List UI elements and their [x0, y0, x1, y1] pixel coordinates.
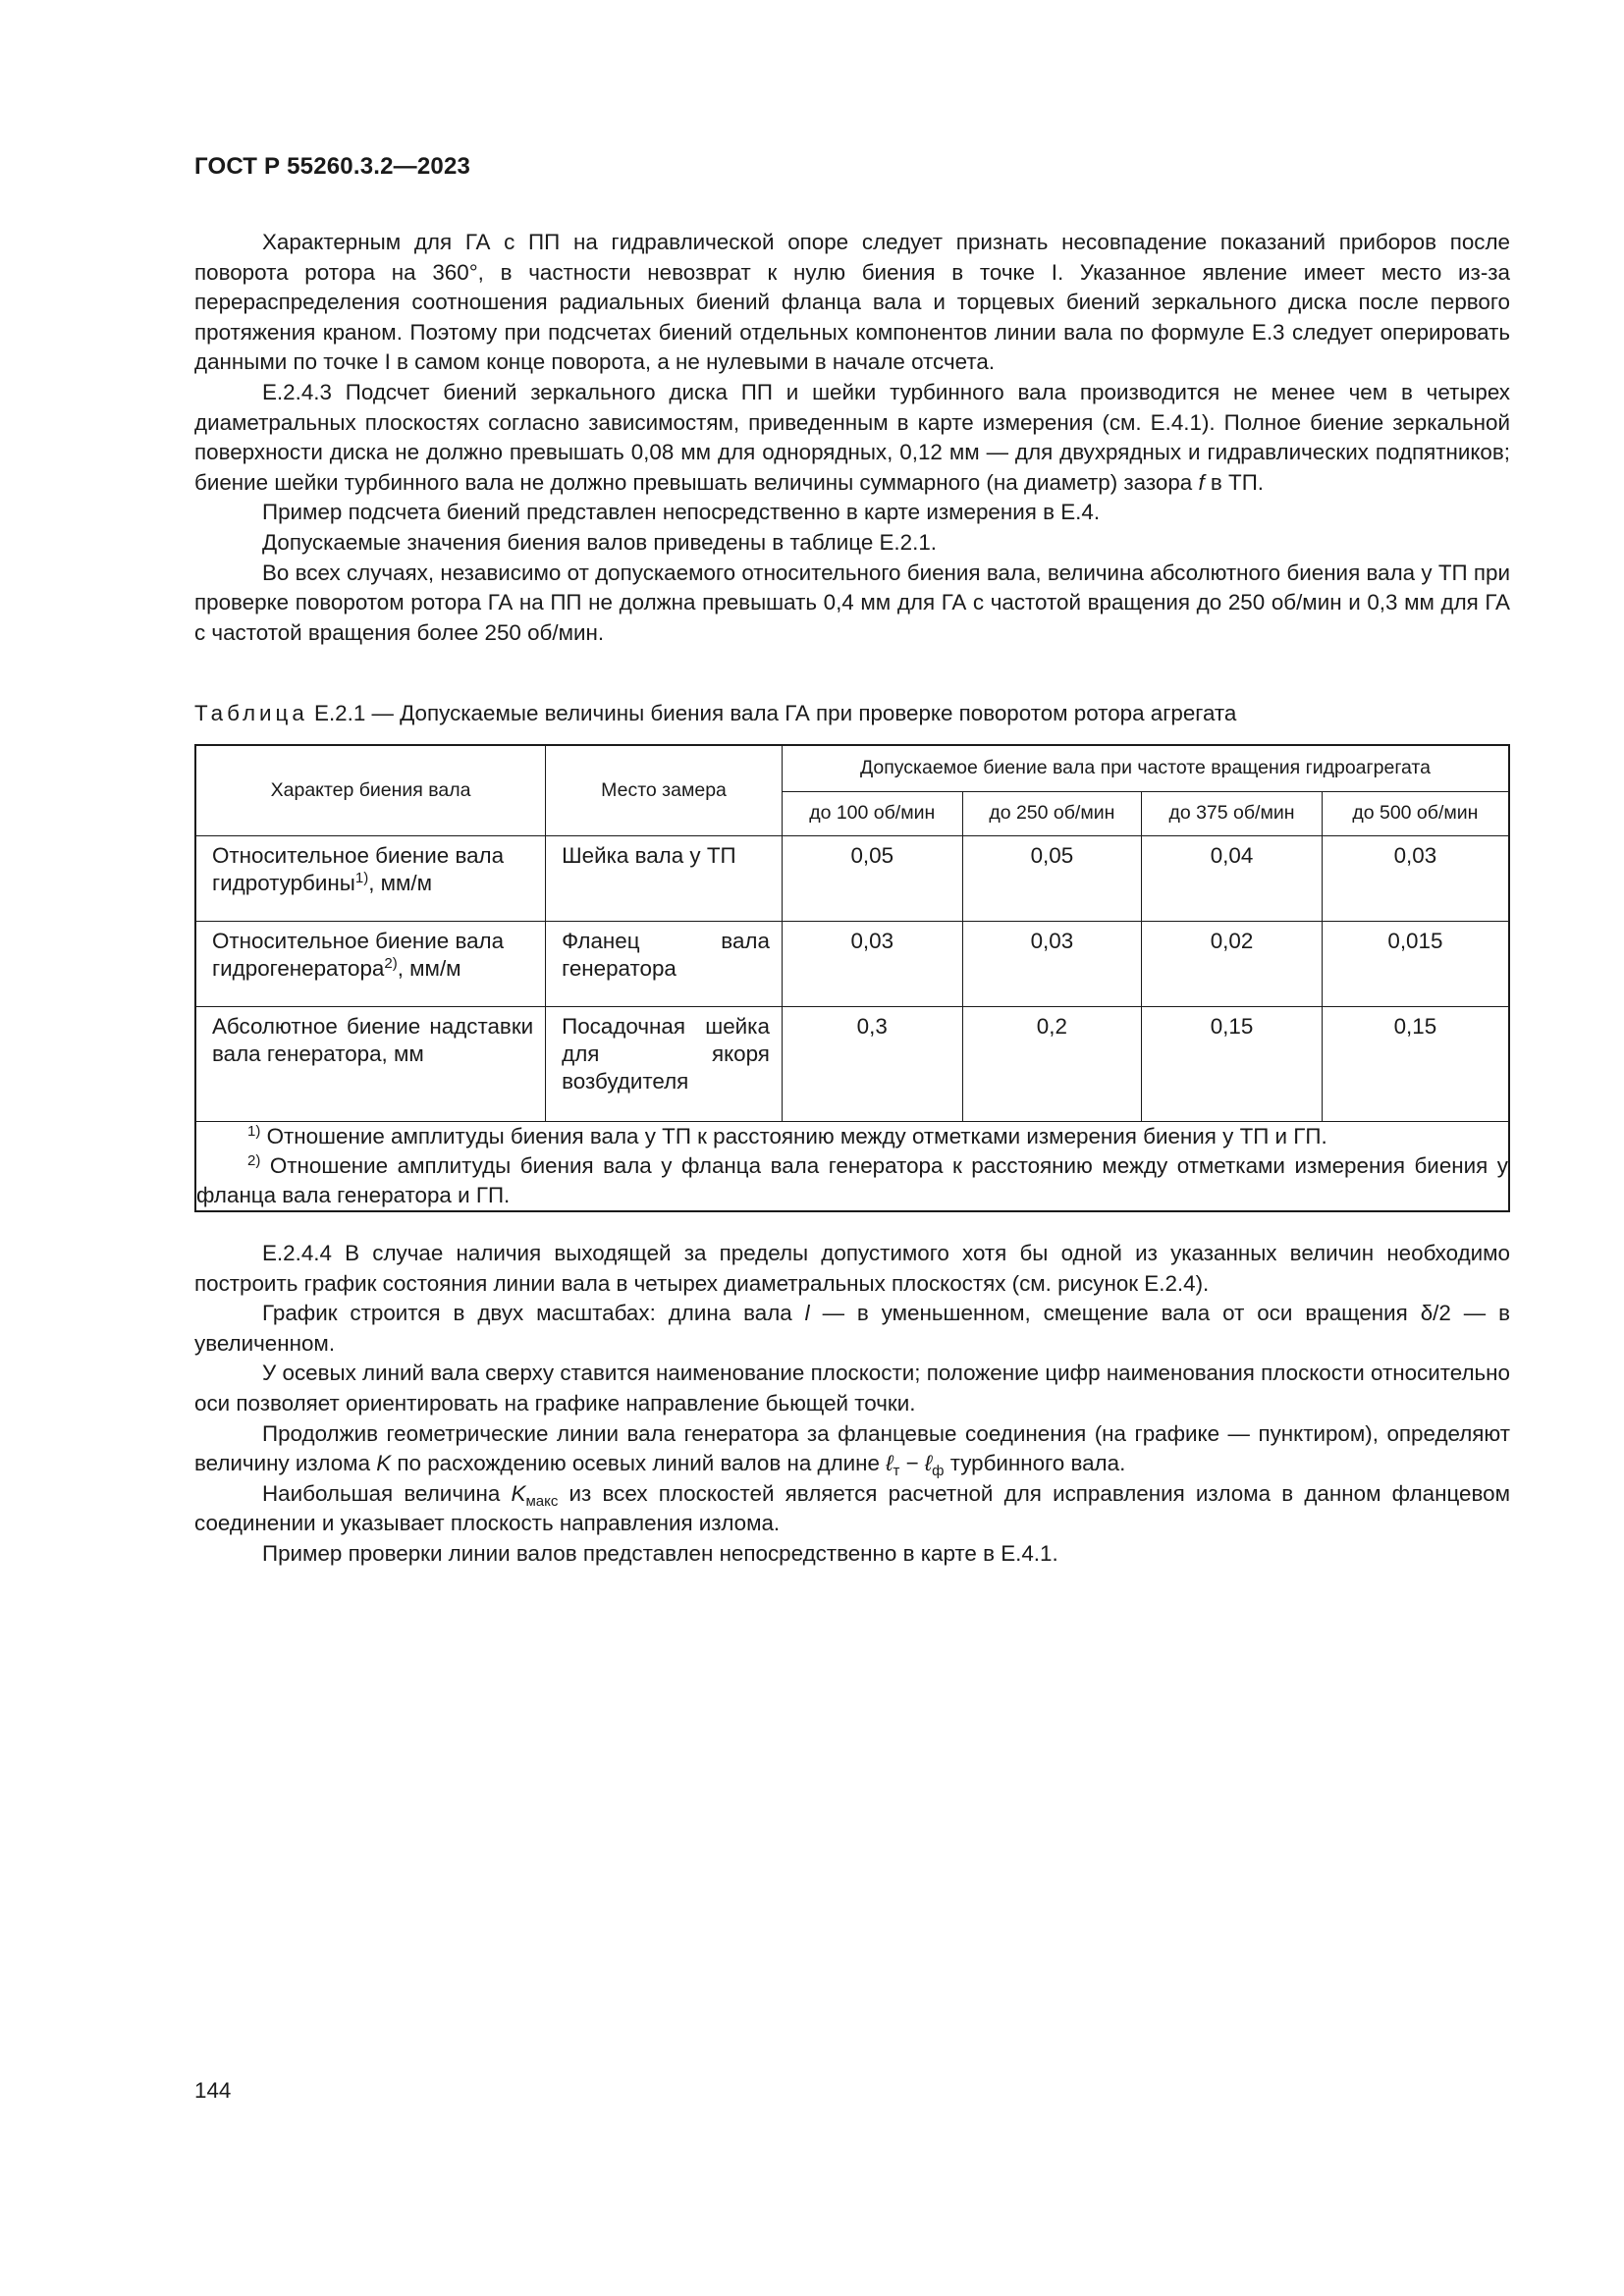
footnote-1: [196, 1122, 1508, 1151]
text-span: , мм/м: [368, 870, 433, 895]
text-span: Отношение амплитуды биения вала у ТП к расстоянию между отметками измерения биения у ТП и ГП.: [260, 1123, 1327, 1148]
paragraph-break: [194, 1419, 1510, 1479]
variable-l: l: [804, 1301, 810, 1326]
cell-value: 0,03: [1322, 835, 1509, 921]
table-row: [195, 835, 1509, 921]
cell-character: [195, 835, 546, 921]
footnote-mark: 1): [247, 1122, 261, 1140]
text-span: Наибольшая величина: [262, 1480, 512, 1506]
text-span: Относительное биение вала гидротурбины: [212, 842, 505, 895]
after-table-text: [194, 1239, 1510, 1570]
text-span: Е.2.4.3 Подсчет биений зеркального диска ПП и шейки турбинного вала производится не менее чем в четырех диаметральных плоскостях согласно зависимостям, приведенным в карте измерения (см. Е.4.1). Полное биение зеркальной поверхности диска не должно превышать 0,08 мм для однорядных, 0,12 мм — для двухрядных и гидравлических подпятников; биение шейки турбинного вала не должно превышать величины суммарного (на диаметр) зазора: [194, 379, 1510, 495]
paragraph-e243: [194, 378, 1510, 498]
variable-l-f: ℓ: [924, 1451, 933, 1476]
variable-k: K: [511, 1480, 526, 1506]
paragraph-kmax: [194, 1479, 1510, 1539]
cell-value: 0,04: [1142, 835, 1323, 921]
caption-text: Е.2.1 — Допускаемые величины биения вала ГА при проверке поворотом ротора агрегата: [307, 701, 1237, 725]
runout-table: [194, 744, 1510, 1212]
paragraph-table-ref: Допускаемые значения биения валов приведены в таблице Е.2.1.: [262, 529, 937, 555]
cell-value: 0,05: [962, 835, 1142, 921]
text-span: −: [899, 1451, 925, 1476]
footnote-mark: 2): [384, 954, 398, 972]
paragraph-intro: Характерным для ГА с ПП на гидравлической опоре следует признать несовпадение показаний приборов после поворота ротора на 360°, в частности невозврат к нулю биения в точке I. Указанное явление имеет место из-за перераспределения соотношения радиальных биений фланца вала и торцевых биений зеркального диска после первого протяжения краном. Поэтому при подсчетах биений отдельных компонентов линии вала по формуле Е.3 следует оперировать данными по точке I в самом конце поворота, а не нулевыми в начале отсчета.: [194, 230, 1510, 375]
cell-place: Шейка вала у ТП: [546, 835, 783, 921]
text-span: из всех плоскостей является расчетной для исправления излома в данном фланцевом соединении и указывает плоскость направления излома.: [194, 1480, 1510, 1536]
text-span: в ТП.: [1204, 469, 1265, 495]
text-span: — в уменьшенном, смещение вала от оси вращения δ/2 — в увеличенном.: [194, 1301, 1510, 1356]
table-row: [195, 921, 1509, 1006]
subscript: ф: [932, 1463, 945, 1480]
subscript: макс: [525, 1492, 559, 1510]
text-span: Отношение амплитуды биения вала у фланца вала генератора к расстоянию между отметками измерения биения у фланца вала генератора и ГП.: [196, 1152, 1508, 1207]
header-speed-250: до 250 об/мин: [962, 791, 1142, 835]
header-place: Место замера: [546, 745, 783, 835]
cell-character: [195, 921, 546, 1006]
cell-value: 0,15: [1142, 1006, 1323, 1121]
cell-place: Фланец вала генератора: [546, 921, 783, 1006]
cell-value: 0,15: [1322, 1006, 1509, 1121]
paragraph-absolute-runout: Во всех случаях, независимо от допускаемого относительного биения вала, величина абсолютного биения вала у ТП при проверке поворотом ротора ГА на ПП не должна превышать 0,4 мм для ГА с частотой вращения до 250 об/мин и 0,3 мм для ГА с частотой вращения более 250 об/мин.: [194, 560, 1510, 645]
intro-text: [194, 228, 1510, 648]
caption-label: Таблица: [194, 701, 308, 725]
table-notes: [195, 1121, 1509, 1211]
cell-value: 0,03: [962, 921, 1142, 1006]
cell-place: Посадочная шейка для якоря возбудителя: [546, 1006, 783, 1121]
table-notes-row: [195, 1121, 1509, 1211]
cell-value: 0,3: [782, 1006, 962, 1121]
paragraph-scales: [194, 1299, 1510, 1359]
text-span: Относительное биение вала гидрогенератора: [212, 928, 505, 981]
text-span: График строится в двух масштабах: длина вала: [262, 1301, 805, 1326]
variable-l-t: ℓ: [886, 1451, 893, 1476]
text-span: Продолжив геометрические линии вала генератора за фланцевые соединения (на графике — пунктиром), определяют величину излома: [194, 1420, 1510, 1476]
document-header: ГОСТ Р 55260.3.2—2023: [194, 153, 471, 180]
footnote-mark: 1): [354, 869, 369, 886]
table-row: [195, 1006, 1509, 1121]
cell-value: 0,02: [1142, 921, 1323, 1006]
header-speed-375: до 375 об/мин: [1142, 791, 1323, 835]
header-speed-500: до 500 об/мин: [1322, 791, 1509, 835]
cell-value: 0,03: [782, 921, 962, 1006]
paragraph-axes: У осевых линий вала сверху ставится наименование плоскости; положение цифр наименования плоскости относительно оси позволяет ориентировать на графике направление бьющей точки.: [194, 1361, 1510, 1415]
variable-f: f: [1198, 469, 1205, 495]
variable-k: K: [376, 1451, 392, 1476]
cell-value: 0,05: [782, 835, 962, 921]
paragraph-example: Пример подсчета биений представлен непосредственно в карте измерения в Е.4.: [262, 500, 1101, 525]
text-span: турбинного вала.: [944, 1451, 1126, 1476]
cell-character: Абсолютное биение надставки вала генератора, мм: [195, 1006, 546, 1121]
footnote-mark: 2): [247, 1151, 261, 1169]
footnote-2: [196, 1151, 1508, 1210]
text-span: , мм/м: [397, 955, 461, 981]
paragraph-e244: Е.2.4.4 В случае наличия выходящей за пределы допустимого хотя бы одной из указанных величин необходимо построить график состояния линии вала в четырех диаметральных плоскостях (см. рисунок Е.2.4).: [194, 1241, 1510, 1296]
cell-value: 0,015: [1322, 921, 1509, 1006]
table-caption: [194, 699, 1236, 728]
subscript: т: [893, 1463, 900, 1480]
page-number: 144: [194, 2078, 232, 2103]
paragraph-shaft-example: Пример проверки линии валов представлен непосредственно в карте в Е.4.1.: [262, 1540, 1058, 1566]
header-speed-100: до 100 об/мин: [782, 791, 962, 835]
cell-value: 0,2: [962, 1006, 1142, 1121]
header-speed-group: Допускаемое биение вала при частоте вращения гидроагрегата: [782, 745, 1509, 791]
header-character: Характер биения вала: [195, 745, 546, 835]
text-span: по расхождению осевых линий валов на длине: [391, 1451, 887, 1476]
